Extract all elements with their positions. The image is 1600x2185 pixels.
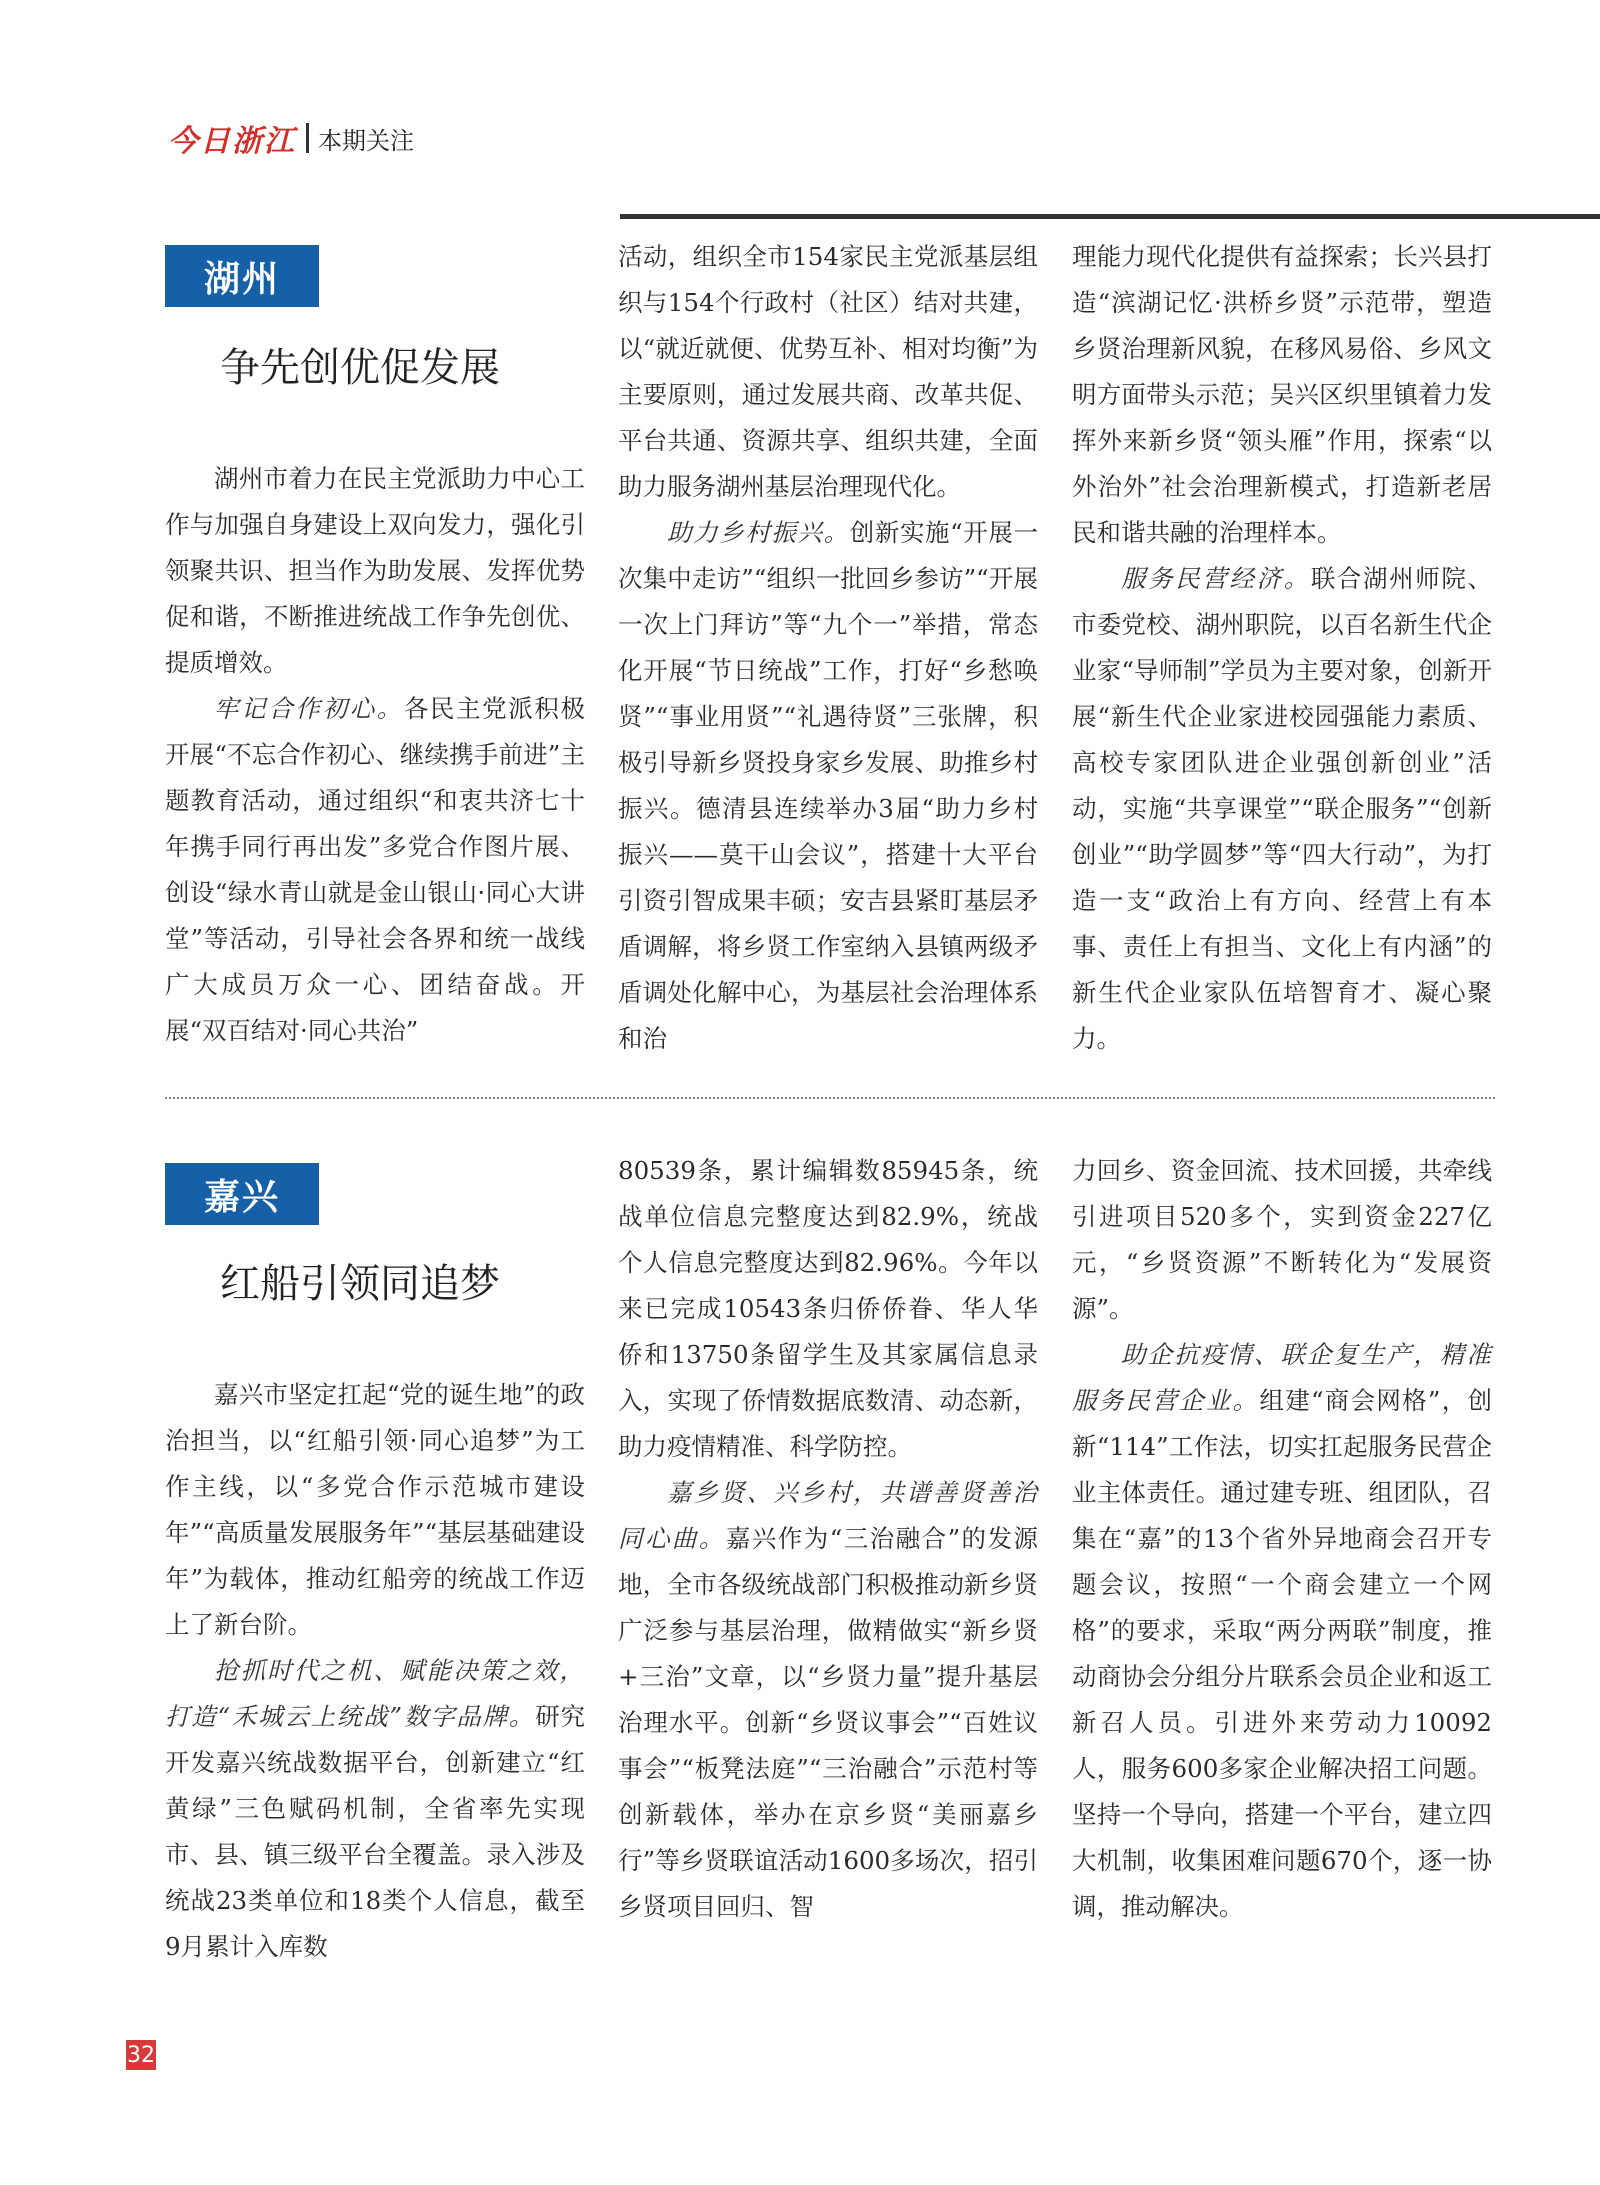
section-title: 本期关注 xyxy=(318,126,414,155)
huzhou-headline: 争先创优促发展 xyxy=(220,345,500,391)
section-divider xyxy=(165,1097,1495,1099)
jiaxing-column-1 xyxy=(165,1372,585,1970)
paragraph: 力回乡、资金回流、技术回援，共牵线引进项目520多个，实到资金227亿元，“乡贤资源”不断转化为“发展资源”。 xyxy=(1072,1156,1492,1323)
page-number: 32 xyxy=(126,2040,156,2070)
paragraph: 抢抓时代之机、赋能决策之效，打造“禾城云上统战”数字品牌。研究开发嘉兴统战数据平台，创新建立“红黄绿”三色赋码机制，全省率先实现市、县、镇三级平台全覆盖。录入涉及统战23类单位和18类个人信息，截至9月累计入库数 xyxy=(165,1656,585,1961)
paragraph: 活动，组织全市154家民主党派基层组织与154个行政村（社区）结对共建，以“就近就便、优势互补、相对均衡”为主要原则，通过发展共商、改革共促、平台共通、资源共享、组织共建，全面助力服务湖州基层治理现代化。 xyxy=(618,242,1038,501)
huzhou-column-2 xyxy=(618,234,1038,1062)
huzhou-column-1 xyxy=(165,456,585,1054)
paragraph: 80539条，累计编辑数85945条，统战单位信息完整度达到82.9%，统战个人信息完整度达到82.96%。今年以来已完成10543条归侨侨眷、华人华侨和13750条留学生及其家属信息录入，实现了侨情数据底数清、动态新，助力疫情精准、科学防控。 xyxy=(618,1156,1038,1461)
paragraph: 嘉兴市坚定扛起“党的诞生地”的政治担当，以“红船引领·同心追梦”为工作主线，以“多党合作示范城市建设年”“高质量发展服务年”“基层基础建设年”为载体，推动红船旁的统战工作迈上了新台阶。 xyxy=(165,1380,585,1639)
paragraph: 助企抗疫情、联企复生产，精准服务民营企业。组建“商会网格”，创新“114”工作法，切实扛起服务民营企业主体责任。通过建专班、组团队，召集在“嘉”的13个省外异地商会召开专题会议，按照“一个商会建立一个网格”的要求，采取“两分两联”制度，推动商协会分组分片联系会员企业和返工新召人员。引进外来劳动力10092人，服务600多家企业解决招工问题。坚持一个导向，搭建一个平台，建立四大机制，收集困难问题670个，逐一协调，推动解决。 xyxy=(1072,1340,1492,1921)
paragraph: 牢记合作初心。各民主党派积极开展“不忘合作初心、继续携手前进”主题教育活动，通过组织“和衷共济七十年携手同行再出发”多党合作图片展、创设“绿水青山就是金山银山·同心大讲堂”等活动，引导社会各界和统一战线广大成员万众一心、团结奋战。开展“双百结对·同心共治” xyxy=(165,694,586,1045)
huzhou-column-3 xyxy=(1072,234,1492,1062)
top-rule xyxy=(620,214,1600,219)
paragraph: 服务民营经济。联合湖州师院、市委党校、湖州职院，以百名新生代企业家“导师制”学员为主要对象，创新开展“新生代企业家进校园强能力素质、高校专家团队进企业强创新创业”活动，实施“共享课堂”“联企服务”“创新创业”“助学圆梦”等“四大行动”，为打造一支“政治上有方向、经营上有本事、责任上有担当、文化上有内涵”的新生代企业家队伍培智育才、凝心聚力。 xyxy=(1072,564,1493,1053)
paragraph: 湖州市着力在民主党派助力中心工作与加强自身建设上双向发力，强化引领聚共识、担当作为助发展、发挥优势促和谐，不断推进统战工作争先创优、提质增效。 xyxy=(165,464,585,677)
jiaxing-column-2 xyxy=(618,1148,1038,1930)
jiaxing-headline: 红船引领同追梦 xyxy=(220,1261,500,1307)
paragraph: 嘉乡贤、兴乡村，共谱善贤善治同心曲。嘉兴作为“三治融合”的发源地，全市各级统战部门积极推动新乡贤广泛参与基层治理，做精做实“新乡贤+三治”文章，以“乡贤力量”提升基层治理水平。创新“乡贤议事会”“百姓议事会”“板凳法庭”“三治融合”示范村等创新载体，举办在京乡贤“美丽嘉乡行”等乡贤联谊活动1600多场次，招引乡贤项目回归、智 xyxy=(618,1478,1038,1921)
header-separator xyxy=(306,123,309,153)
magazine-logo: 今日浙江 xyxy=(168,124,296,159)
jiaxing-tag: 嘉兴 xyxy=(165,1163,319,1225)
paragraph: 助力乡村振兴。创新实施“开展一次集中走访”“组织一批回乡参访”“开展一次上门拜访”等“九个一”举措，常态化开展“节日统战”工作，打好“乡愁唤贤”“事业用贤”“礼遇待贤”三张牌，积极引导新乡贤投身家乡发展、助推乡村振兴。德清县连续举办3届“助力乡村振兴——莫干山会议”，搭建十大平台引资引智成果丰硕；安吉县紧盯基层矛盾调解，将乡贤工作室纳入县镇两级矛盾调处化解中心，为基层社会治理体系和治 xyxy=(618,518,1038,1053)
huzhou-tag: 湖州 xyxy=(165,245,319,307)
paragraph: 理能力现代化提供有益探索；长兴县打造“滨湖记忆·洪桥乡贤”示范带，塑造乡贤治理新风貌，在移风易俗、乡风文明方面带头示范；吴兴区织里镇着力发挥外来新乡贤“领头雁”作用，探索“以外治外”社会治理新模式，打造新老居民和谐共融的治理样本。 xyxy=(1072,242,1492,547)
page-header xyxy=(168,120,414,159)
jiaxing-column-3 xyxy=(1072,1148,1492,1930)
